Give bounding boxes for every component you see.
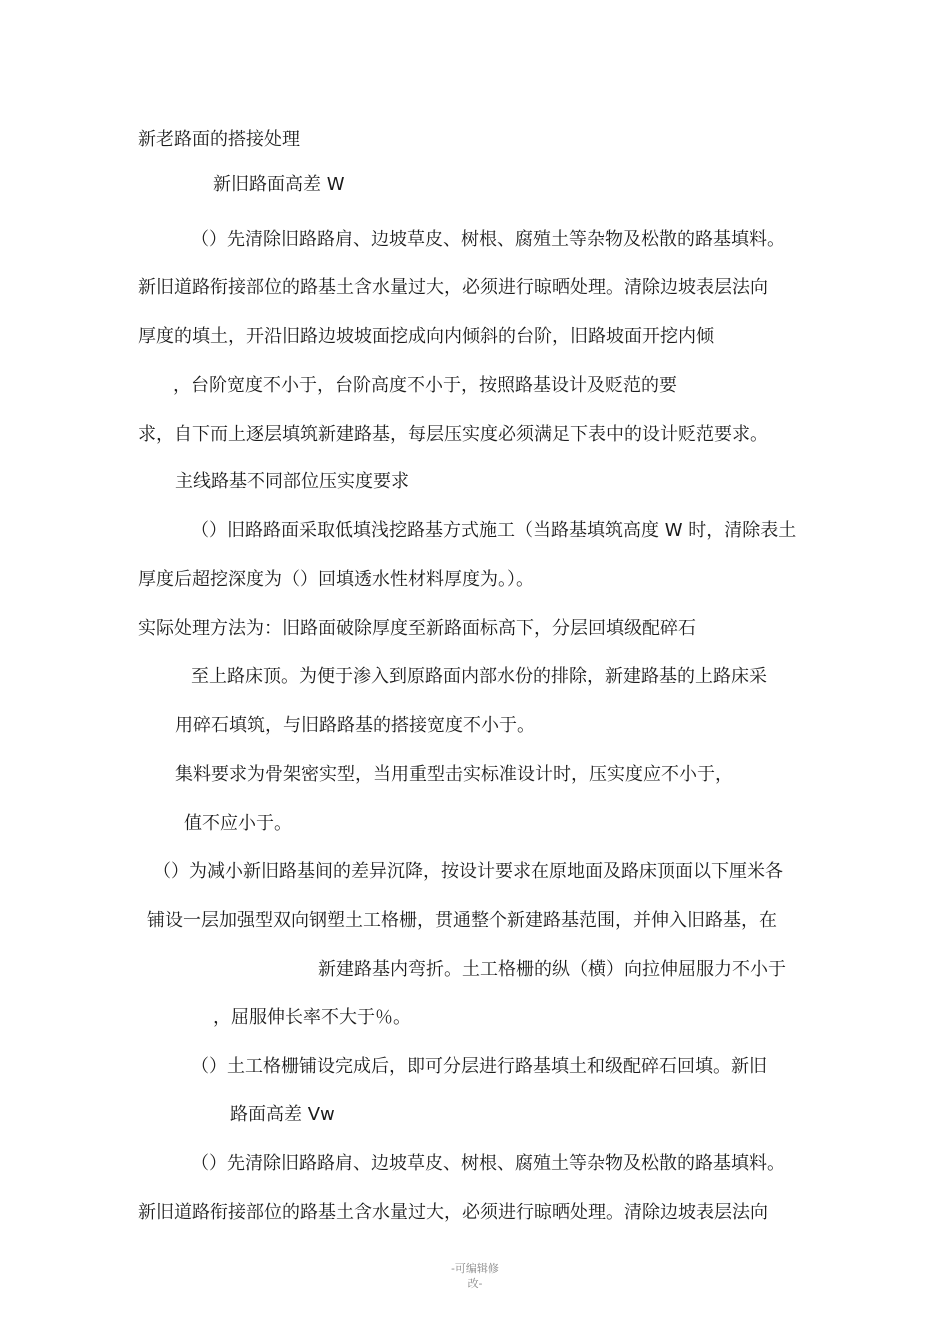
paragraph-line: 求，自下而上逐层填筑新建路基，每层压实度必须满足下表中的设计贬范要求。 xyxy=(138,424,768,445)
table-caption: 主线路基不同部位压实度要求 xyxy=(175,471,409,492)
paragraph-line: ，台阶宽度不小于，台阶高度不小于，按照路基设计及贬范的要 xyxy=(173,375,677,396)
paragraph-line: 新旧道路衔接部位的路基土含水量过大，必须进行晾晒处理。清除边坡表层法向 xyxy=(138,277,768,298)
paragraph-line: （）先清除旧路路肩、边坡草皮、树根、腐殖土等杂物及松散的路基填料。 xyxy=(191,1153,785,1174)
paragraph-line: ，屈服伸长率不大于％。 xyxy=(213,1007,411,1028)
footer-editable-note-cont: 改- xyxy=(467,1277,483,1290)
paragraph-line: 值不应小于。 xyxy=(184,813,292,834)
subheading-height-diff: 新旧路面高差 W xyxy=(213,174,345,195)
footer-editable-note: -可编辑修 xyxy=(451,1262,499,1275)
paragraph-line: （）旧路路面采取低填浅挖路基方式施工（当路基填筑高度 W 时，清除表土 xyxy=(191,520,797,541)
paragraph-line: 厚度后超挖深度为（）回填透水性材料厚度为。）。 xyxy=(138,569,534,590)
paragraph-line: 集料要求为骨架密实型，当用重型击实标准设计时，压实度应不小于， xyxy=(175,764,733,785)
paragraph-line: （）为减小新旧路基间的差异沉降，按设计要求在原地面及路床顶面以下厘米各 xyxy=(153,861,783,882)
paragraph-line: （）土工格栅铺设完成后，即可分层进行路基填土和级配碎石回填。新旧 xyxy=(191,1056,767,1077)
paragraph-line: （）先清除旧路路肩、边坡草皮、树根、腐殖土等杂物及松散的路基填料。 xyxy=(191,229,785,250)
paragraph-line: 新旧道路衔接部位的路基土含水量过大，必须进行晾晒处理。清除边坡表层法向 xyxy=(138,1202,768,1223)
paragraph-line: 铺设一层加强型双向钢塑土工格栅，贯通整个新建路基范围，并伸入旧路基，在 xyxy=(147,910,777,931)
subheading-height-diff: 路面高差 Vw xyxy=(230,1104,335,1125)
paragraph-line: 至上路床顶。为便于渗入到原路面内部水份的排除，新建路基的上路床采 xyxy=(191,666,767,687)
section-heading: 新老路面的搭接处理 xyxy=(138,129,300,150)
paragraph-line: 用碎石填筑，与旧路路基的搭接宽度不小于。 xyxy=(175,715,535,736)
paragraph-line: 实际处理方法为：旧路面破除厚度至新路面标高下，分层回填级配碎石 xyxy=(138,618,696,639)
paragraph-line: 新建路基内弯折。土工格栅的纵（横）向拉伸屈服力不小于 xyxy=(318,959,786,980)
paragraph-line: 厚度的填土，开沿旧路边坡坡面挖成向内倾斜的台阶，旧路坡面开挖内倾 xyxy=(138,326,714,347)
